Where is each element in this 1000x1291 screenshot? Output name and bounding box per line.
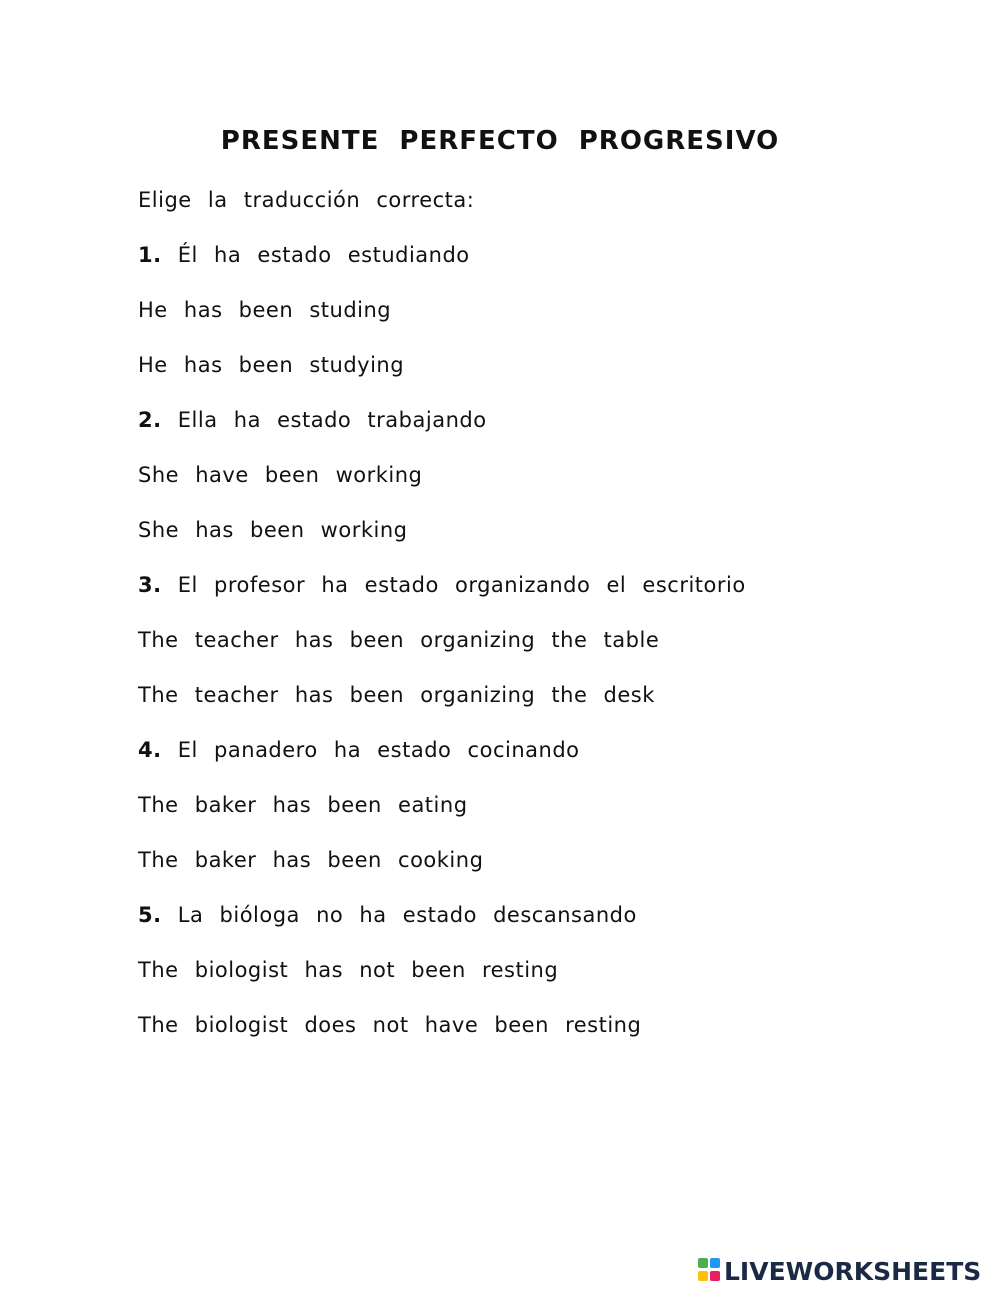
page-title: PRESENTE PERFECTO PROGRESIVO [220, 126, 780, 156]
question-5-option-a[interactable]: The biologist has not been resting [138, 958, 559, 982]
question-text: El profesor ha estado organizando el escritorio [177, 573, 746, 597]
liveworksheets-logo[interactable] [698, 1256, 981, 1286]
instruction-text: Elige la traducción correcta: [138, 188, 475, 212]
question-2-prompt [138, 405, 487, 435]
logo-block [710, 1271, 720, 1281]
question-number: 5. [138, 903, 162, 927]
question-3-option-a[interactable]: The teacher has been organizing the table [138, 628, 660, 652]
question-2-option-a[interactable]: She have been working [138, 463, 423, 487]
question-text: La bióloga no ha estado descansando [177, 903, 637, 927]
question-number: 1. [138, 243, 162, 267]
question-text: Ella ha estado trabajando [177, 408, 487, 432]
logo-block [698, 1271, 708, 1281]
question-5-option-b[interactable]: The biologist does not have been resting [138, 1013, 642, 1037]
question-3-prompt [138, 570, 746, 600]
question-1-prompt [138, 240, 470, 270]
question-4-prompt [138, 735, 580, 765]
question-4-option-a[interactable]: The baker has been eating [138, 793, 468, 817]
question-text: Él ha estado estudiando [177, 243, 470, 267]
question-1-option-b[interactable]: He has been studying [138, 353, 405, 377]
question-number: 2. [138, 408, 162, 432]
brand-name: LIVEWORKSHEETS [724, 1256, 982, 1286]
question-2-option-b[interactable]: She has been working [138, 518, 408, 542]
question-text: El panadero ha estado cocinando [177, 738, 580, 762]
question-number: 4. [138, 738, 162, 762]
logo-block [710, 1258, 720, 1268]
question-1-option-a[interactable]: He has been studing [138, 298, 392, 322]
logo-block [698, 1258, 708, 1268]
logo-blocks-icon [698, 1258, 722, 1284]
question-5-prompt [138, 900, 637, 930]
question-3-option-b[interactable]: The teacher has been organizing the desk [138, 683, 655, 707]
question-number: 3. [138, 573, 162, 597]
question-4-option-b[interactable]: The baker has been cooking [138, 848, 484, 872]
